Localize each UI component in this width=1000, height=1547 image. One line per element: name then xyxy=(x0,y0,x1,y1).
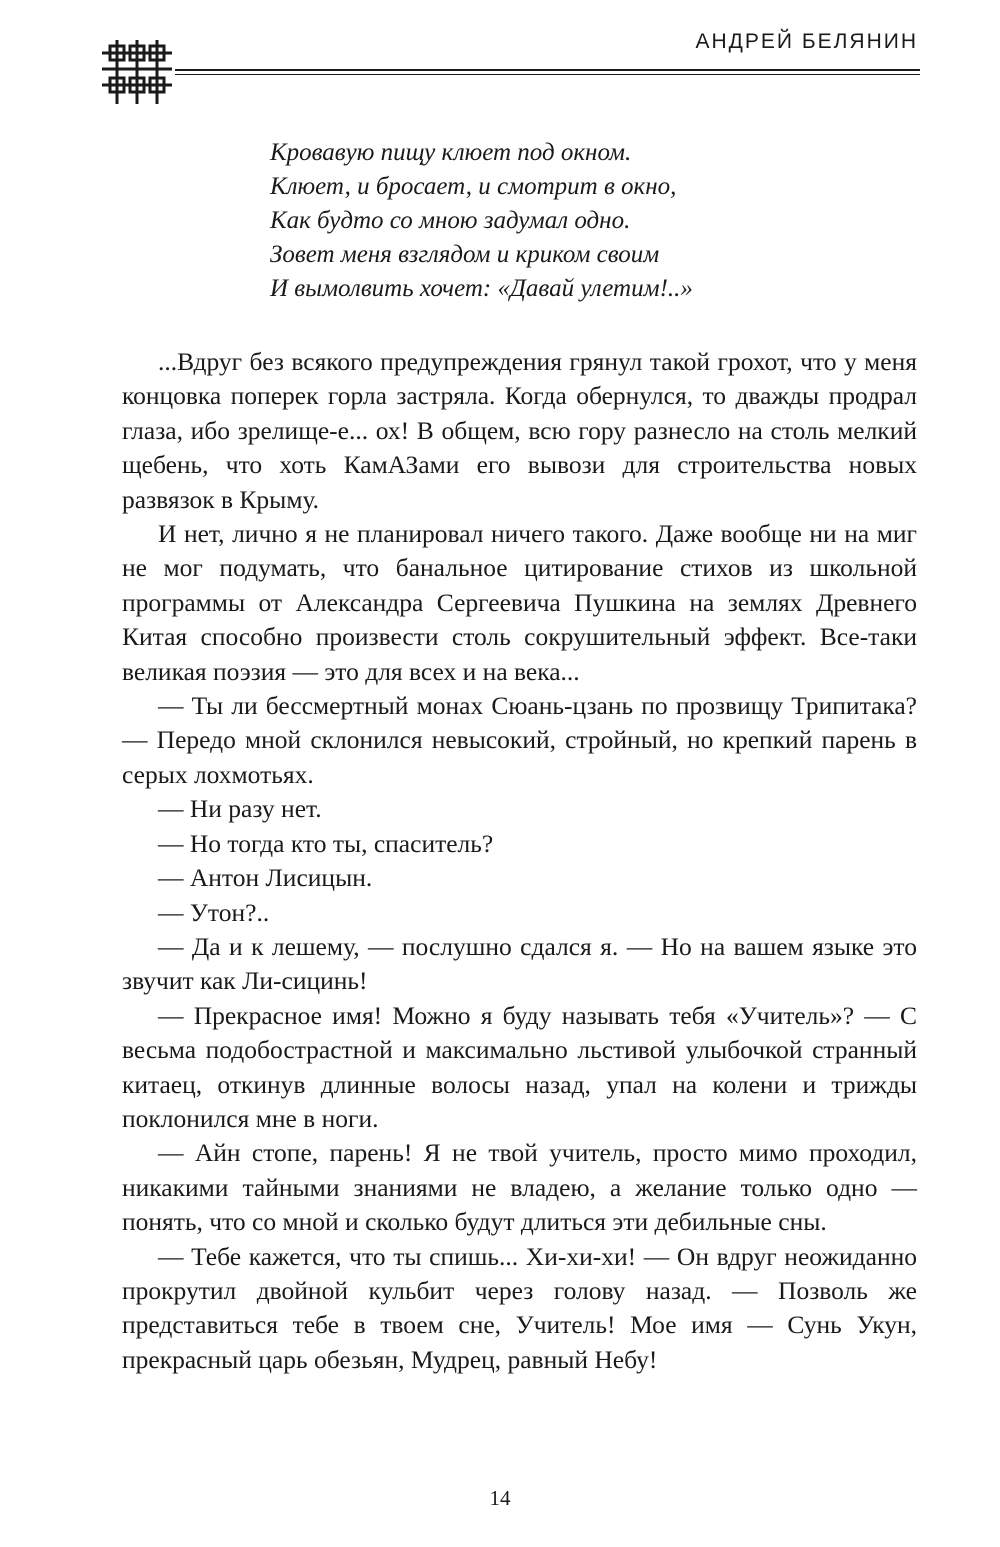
body-text xyxy=(122,345,917,1377)
page-number: 14 xyxy=(489,1486,511,1510)
paragraph: — Утон?.. xyxy=(158,897,270,927)
header-rule xyxy=(175,69,920,71)
paragraph: — Ты ли бессмертный монах Сюань-цзань по прозвищу Трипитака? — Передо мной склонился невысокий, стройный, но крепкий парень в серых лохмотьях. xyxy=(122,691,917,789)
poem-line: И вымолвить хочет: «Давай улетим!..» xyxy=(270,275,693,302)
poem-line: Зовет меня взглядом и криком своим xyxy=(270,241,660,268)
paragraph: — Да и к лешему, — послушно сдался я. — Но на вашем языке это звучит как Ли-сицинь! xyxy=(122,931,917,996)
paragraph: — Прекрасное имя! Можно я буду называть тебя «Учитель»? — С весьма подобострастной и максимально льстивой улыбочкой странный китаец, откинув длинные волосы назад, упал на колени и трижды поклонился мне в ноги. xyxy=(122,1000,917,1133)
poem-line: Как будто со мною задумал одно. xyxy=(270,207,631,234)
poem-line: Кровавую пищу клюет под окном. xyxy=(270,139,632,166)
running-header-author: АНДРЕЙ БЕЛЯНИН xyxy=(695,30,918,53)
poem-line: Клюет, и бросает, и смотрит в окно, xyxy=(270,173,677,200)
paragraph: — Тебе кажется, что ты спишь... Хи-хи-хи! — Он вдруг неожиданно прокрутил двойной кульбит через голову назад. — Позволь же представиться тебе в твоем сне, Учитель! Мое имя — Сунь Укун, прекрасный царь обезьян, Мудрец, равный Небу! xyxy=(122,1241,917,1374)
header-rule-thin xyxy=(175,74,920,75)
poem-excerpt xyxy=(270,136,890,306)
paragraph: ...Вдруг без всякого предупреждения грянул такой грохот, что у меня концовка поперек горла застряла. Когда обернулся, то дважды продрал глаза, ибо зрелище-е... ох! В общем, всю гору разнесло на столь мелкий щебень, что хоть КамАЗами его вывози для строительства новых развязок в Крыму. xyxy=(122,347,917,514)
paragraph: И нет, лично я не планировал ничего такого. Даже вообще ни на миг не мог подумать, что банальное цитирование стихов из школьной программы от Александра Сергеевича Пушкина на землях Древнего Китая способно произвести столь сокрушительный эффект. Все-таки великая поэзия — это для всех и на века... xyxy=(122,519,917,686)
paragraph: — Но тогда кто ты, спаситель? xyxy=(158,828,494,858)
knot-ornament-icon xyxy=(100,40,174,104)
paragraph: — Антон Лисицын. xyxy=(158,863,373,893)
paragraph: — Айн стопе, парень! Я не твой учитель, просто мимо проходил, никакими тайными знаниями не владею, а желание только одно — понять, что со мной и сколько будут длиться эти дебильные сны. xyxy=(122,1138,917,1237)
paragraph: — Ни разу нет. xyxy=(158,794,322,824)
running-header xyxy=(0,0,1000,110)
